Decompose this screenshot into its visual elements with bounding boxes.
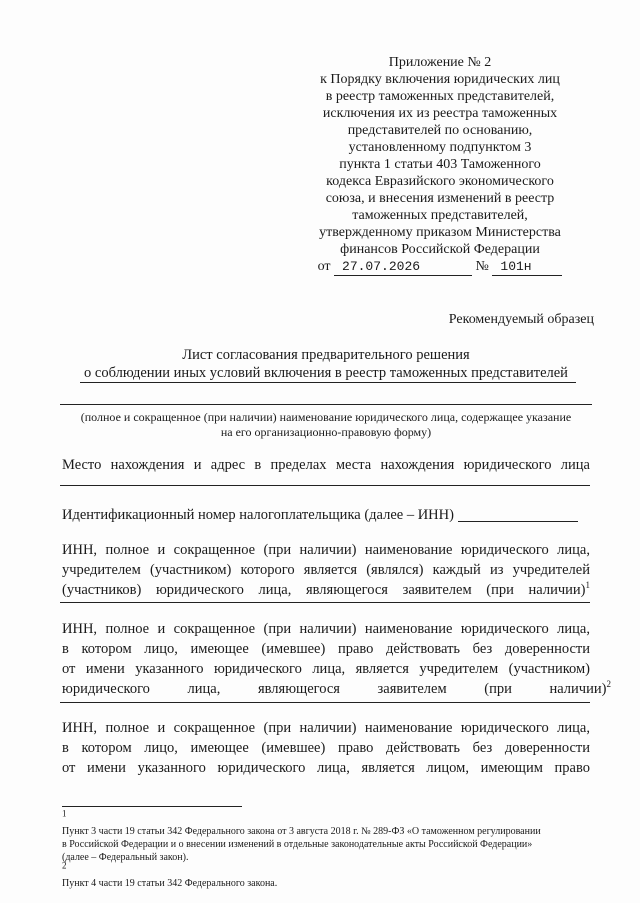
order-number: 101н bbox=[492, 258, 562, 276]
appendix-line: утвержденному приказом Министерства bbox=[319, 225, 561, 240]
proxy-founder-line-2: в котором лицо, имеющее (имевшее) право действовать без доверенности bbox=[62, 641, 590, 657]
footnote-1-line-1 bbox=[62, 808, 602, 838]
inn-label: Идентификационный номер налогоплательщика (далее – ИНН) bbox=[62, 507, 454, 523]
appendix-line: пункта 1 статьи 403 Таможенного bbox=[339, 157, 541, 172]
appendix-line: кодекса Евразийского экономического bbox=[326, 174, 554, 189]
appendix-line: Приложение № 2 bbox=[388, 55, 492, 70]
title-line-2: о соблюдении иных условий включения в реестр таможенных представителей bbox=[84, 365, 568, 381]
footnote-1-text: Пункт 3 части 19 статьи 342 Федерального закона от 3 августа 2018 г. № 289-ФЗ «О таможенном регулировании bbox=[62, 826, 541, 837]
proxy-founder-line-3: от имени указанного юридического лица, является учредителем (участником) bbox=[62, 661, 590, 677]
name-caption bbox=[56, 410, 596, 440]
proxy-person-line-2: в котором лицо, имеющее (имевшее) право действовать без доверенности bbox=[62, 740, 590, 756]
footnote-separator bbox=[62, 806, 242, 807]
proxy-founder-field-line[interactable] bbox=[60, 702, 590, 703]
appendix-line: установленному подпунктом 3 bbox=[348, 140, 532, 155]
inn-field-line[interactable] bbox=[458, 507, 578, 522]
location-field-line[interactable] bbox=[60, 485, 590, 486]
proxy-founder-line-4-text: юридического лица, являющегося заявителем (при наличии) bbox=[62, 681, 607, 697]
name-caption-line-1: (полное и сокращенное (при наличии) наименование юридического лица, содержащее указание bbox=[80, 410, 572, 424]
appendix-line: исключения их из реестра таможенных bbox=[322, 106, 558, 121]
footnote-ref-2: 2 bbox=[606, 679, 611, 690]
appendix-line: в реестр таможенных представителей, bbox=[325, 89, 555, 104]
date-prefix: от bbox=[317, 259, 331, 274]
location-field bbox=[62, 455, 590, 475]
title-line-1: Лист согласования предварительного решения bbox=[182, 347, 470, 363]
founders-field-line[interactable] bbox=[60, 602, 590, 603]
footnotes bbox=[62, 808, 602, 890]
inn-field bbox=[62, 505, 590, 525]
appendix-line: к Порядку включения юридических лиц bbox=[320, 72, 560, 87]
appendix-header bbox=[300, 54, 580, 276]
founders-line-3 bbox=[62, 580, 590, 600]
document-title bbox=[62, 346, 590, 382]
proxy-person-line-1: ИНН, полное и сокращенное (при наличии) наименование юридического лица, bbox=[62, 720, 590, 736]
appendix-line: таможенных представителей, bbox=[352, 208, 528, 223]
footnote-2-text: Пункт 4 части 19 статьи 342 Федерального закона. bbox=[62, 878, 278, 889]
footnote-1-line-3: (далее – Федеральный закон). bbox=[62, 852, 189, 863]
appendix-line: финансов Российской Федерации bbox=[340, 242, 540, 257]
footnote-2-marker: 2 bbox=[62, 860, 67, 871]
recommended-sample-label: Рекомендуемый образец bbox=[448, 312, 594, 327]
location-label: Место нахождения и адрес в пределах места нахождения юридического лица bbox=[62, 457, 590, 473]
appendix-line: союза, и внесения изменений в реестр bbox=[325, 191, 555, 206]
name-caption-line-2: на его организационно-правовую форму) bbox=[220, 425, 432, 439]
founders-line-2: учредителем (участником) которого является (являлся) каждый из учредителей bbox=[62, 562, 590, 578]
name-field-line[interactable] bbox=[60, 404, 592, 405]
number-prefix: № bbox=[475, 259, 489, 274]
order-date-line bbox=[300, 258, 580, 276]
footnote-2 bbox=[62, 860, 602, 890]
proxy-founder-line-4 bbox=[62, 679, 611, 699]
founders-field bbox=[62, 540, 590, 600]
founders-line-3-text: (участников) юридического лица, являющегося заявителем (при наличии) bbox=[62, 582, 586, 598]
founders-line-1: ИНН, полное и сокращенное (при наличии) наименование юридического лица, bbox=[62, 542, 590, 558]
footnote-1-marker: 1 bbox=[62, 808, 67, 819]
footnote-1-line-2: в Российской Федерации и о внесении изменений в отдельные законодательные акты Российской Федерации» bbox=[62, 839, 533, 850]
proxy-person-field bbox=[62, 718, 590, 778]
proxy-founder-line-1: ИНН, полное и сокращенное (при наличии) наименование юридического лица, bbox=[62, 621, 590, 637]
order-date: 27.07.2026 bbox=[334, 258, 472, 276]
appendix-line: представителей по основанию, bbox=[347, 123, 533, 138]
proxy-founder-field bbox=[62, 619, 611, 699]
footnote-ref-1: 1 bbox=[585, 580, 590, 591]
title-underline bbox=[80, 382, 576, 383]
proxy-person-line-3: от имени указанного юридического лица, является лицом, имеющим право bbox=[62, 760, 590, 776]
